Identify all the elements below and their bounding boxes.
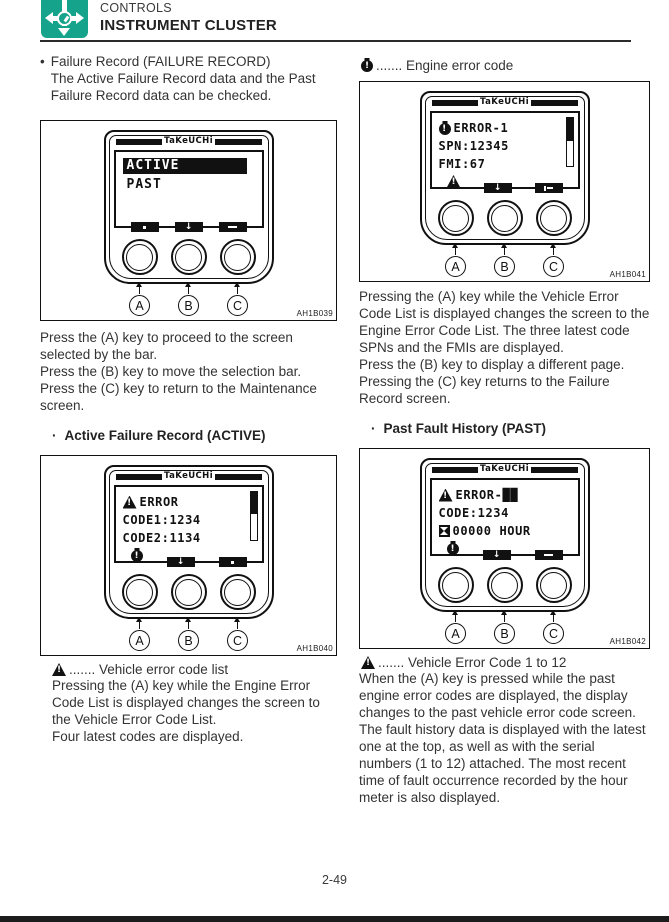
warning-icon [439, 489, 453, 502]
brand-text: TaKeUCHi [164, 471, 214, 482]
engine-error-icon [361, 60, 373, 72]
subheading-text: Past Fault History (PAST) [383, 421, 547, 436]
right-column [359, 58, 650, 806]
button-c [536, 200, 572, 236]
warning-icon [361, 656, 375, 669]
callout-label-c: C [227, 295, 248, 316]
button-c [220, 574, 256, 610]
subheading-bullet: · [52, 428, 57, 443]
gauge-icon [57, 11, 72, 26]
device-buttons [112, 574, 266, 611]
button-a [438, 567, 474, 603]
callout-label-c: C [227, 630, 248, 651]
callout-label-a: A [445, 623, 466, 644]
instruction-line: Pressing the (A) key while the Vehicle Error Code List is displayed changes the screen to the Engine Error Code List. The three latest code SPNs and the FMIs are displayed. [359, 289, 650, 355]
dot-softkey-icon [131, 222, 159, 232]
warning-icon [447, 175, 461, 188]
screen-line: CODE:1234 [438, 506, 509, 520]
instruction-line: Press the (A) key to proceed to the screen selected by the bar. [40, 330, 293, 362]
controls-section-icon [41, 0, 88, 38]
figure-code: AH1B042 [609, 637, 646, 646]
figure-active-failure-record [40, 455, 337, 656]
caption-label: ....... Engine error code [376, 58, 514, 73]
caption-body [359, 670, 650, 806]
callout-arrow-icon [237, 621, 238, 629]
down-arrow-softkey-icon: ↓ [483, 550, 511, 560]
callout-arrow-icon [455, 247, 456, 255]
callout-label-a: A [129, 295, 150, 316]
callout-arrow-icon [504, 614, 505, 622]
screen-line: ERROR [139, 495, 179, 509]
intro-body: The Active Failure Record data and the Past Failure Record data can be checked. [50, 71, 316, 103]
instrument-cluster-device [420, 91, 590, 245]
caption-body [40, 677, 337, 745]
figure-code: AH1B041 [609, 270, 646, 279]
header-rule [40, 40, 631, 42]
caption-label: ....... Vehicle error code list [69, 662, 229, 677]
callout-arrow-icon [188, 286, 189, 294]
figure-code: AH1B039 [296, 309, 333, 318]
screen-line: 00000 HOUR [452, 524, 531, 538]
engine-error-code-caption [359, 58, 650, 73]
button-callouts [122, 621, 256, 651]
instrument-cluster-device [104, 465, 274, 619]
softkey-row [432, 180, 578, 193]
callout-arrow-icon [237, 286, 238, 294]
button-a [438, 200, 474, 236]
lcd-screen [114, 150, 264, 232]
softkey-row [432, 547, 578, 560]
screen-line: ERROR-1 [453, 121, 509, 135]
vehicle-error-code-1-12-caption [359, 655, 650, 670]
device-buttons [112, 239, 266, 276]
subheading-bullet: · [371, 421, 376, 436]
button-a [122, 239, 158, 275]
lcd-screen [114, 485, 264, 567]
engine-error-icon [439, 123, 451, 135]
page-title: INSTRUMENT CLUSTER [100, 17, 277, 34]
callout-label-b: B [494, 623, 515, 644]
bullet-glyph: • [40, 54, 45, 69]
screen-line: FMI:67 [438, 157, 486, 171]
instruction-line: Press the (C) key to return to the Maintenance screen. [40, 381, 317, 413]
screen-line: ERROR-██ [455, 488, 519, 502]
callout-arrow-icon [553, 247, 554, 255]
dash-softkey-icon [535, 550, 563, 560]
scrollbar [566, 117, 574, 167]
callout-label-c: C [543, 256, 564, 277]
brand-logo [116, 472, 262, 481]
engine-error-instructions [359, 288, 650, 407]
subheading-past-fault-history [359, 421, 650, 436]
menu-item-past: PAST [126, 177, 162, 192]
caption-paragraph: When the (A) key is pressed while the past engine error codes are displayed, the display changes to the past vehicle error code screen. The fault history data is displayed with the latest one at the top, as well as with the serial numbers (1 to 12) attached. The most recent time of fault occurrence recorded by the hour meter is also displayed. [359, 671, 646, 805]
page-header [41, 0, 277, 38]
instruction-line: Press the (B) key to display a different page. [359, 357, 625, 372]
subheading-active-failure-record [40, 428, 337, 443]
screen-line: CODE1:1234 [122, 513, 201, 527]
callout-label-a: A [445, 256, 466, 277]
brand-logo [116, 137, 262, 146]
callout-arrow-icon [504, 247, 505, 255]
lcd-screen [430, 111, 580, 193]
softkey-row [116, 222, 262, 232]
figure-failure-record-menu [40, 120, 337, 321]
device-buttons [428, 200, 582, 237]
instrument-cluster-device [420, 458, 590, 612]
hourglass-icon [439, 525, 450, 537]
callout-label-c: C [543, 623, 564, 644]
callout-arrow-icon [455, 614, 456, 622]
left-column [40, 53, 337, 745]
callout-label-b: B [178, 630, 199, 651]
callout-label-b: B [494, 256, 515, 277]
return-softkey-icon [535, 183, 563, 193]
device-buttons [428, 567, 582, 604]
engine-error-icon [131, 550, 143, 562]
caption-paragraph: Four latest codes are displayed. [52, 729, 244, 744]
down-arrow-softkey-icon: ↓ [484, 183, 512, 193]
instrument-cluster-device [104, 130, 274, 284]
instruction-line: Press the (B) key to move the selection bar. [40, 364, 302, 379]
softkey-row [116, 554, 262, 567]
callout-arrow-icon [139, 621, 140, 629]
caption-label: ....... Vehicle Error Code 1 to 12 [378, 655, 567, 670]
vehicle-error-code-caption [40, 662, 337, 677]
brand-text: TaKeUCHi [480, 97, 530, 108]
button-callouts [438, 247, 572, 277]
lcd-screen [430, 478, 580, 560]
screen-line: CODE2:1134 [122, 531, 201, 545]
figure-past-fault-history [359, 448, 650, 649]
intro-title: Failure Record (FAILURE RECORD) [50, 54, 271, 69]
button-b [171, 239, 207, 275]
page-number: 2-49 [321, 873, 348, 887]
brand-logo [432, 465, 578, 474]
button-callouts [438, 614, 572, 644]
key-instructions [40, 329, 337, 414]
warning-icon [52, 663, 66, 676]
section-label: CONTROLS [100, 1, 172, 15]
figure-engine-error-code [359, 81, 650, 282]
button-b [487, 200, 523, 236]
button-a [122, 574, 158, 610]
warning-icon [123, 496, 137, 509]
callout-arrow-icon [188, 621, 189, 629]
instruction-line: Pressing the (C) key returns to the Failure Record screen. [359, 374, 610, 406]
scrollbar [250, 491, 258, 541]
footer-bar [0, 916, 669, 922]
down-arrow-softkey-icon: ↓ [175, 222, 203, 232]
callout-arrow-icon [139, 286, 140, 294]
button-c [220, 239, 256, 275]
subheading-text: Active Failure Record (ACTIVE) [64, 428, 266, 443]
callout-label-a: A [129, 630, 150, 651]
brand-text: TaKeUCHi [164, 136, 214, 147]
button-c [536, 567, 572, 603]
brand-logo [432, 98, 578, 107]
down-arrow-softkey-icon: ↓ [167, 557, 195, 567]
screen-line: SPN:12345 [438, 139, 509, 153]
caption-paragraph: Pressing the (A) key while the Engine Error Code List is displayed changes the screen to the Vehicle Error Code List. [52, 678, 320, 727]
dash-softkey-icon [219, 222, 247, 232]
dot-softkey-icon [219, 557, 247, 567]
brand-text: TaKeUCHi [480, 464, 530, 475]
button-callouts [122, 286, 256, 316]
button-b [487, 567, 523, 603]
button-b [171, 574, 207, 610]
failure-record-intro [40, 53, 337, 104]
figure-code: AH1B040 [296, 644, 333, 653]
callout-label-b: B [178, 295, 199, 316]
menu-item-active: ACTIVE [123, 158, 247, 174]
callout-arrow-icon [553, 614, 554, 622]
engine-error-icon [447, 543, 459, 555]
